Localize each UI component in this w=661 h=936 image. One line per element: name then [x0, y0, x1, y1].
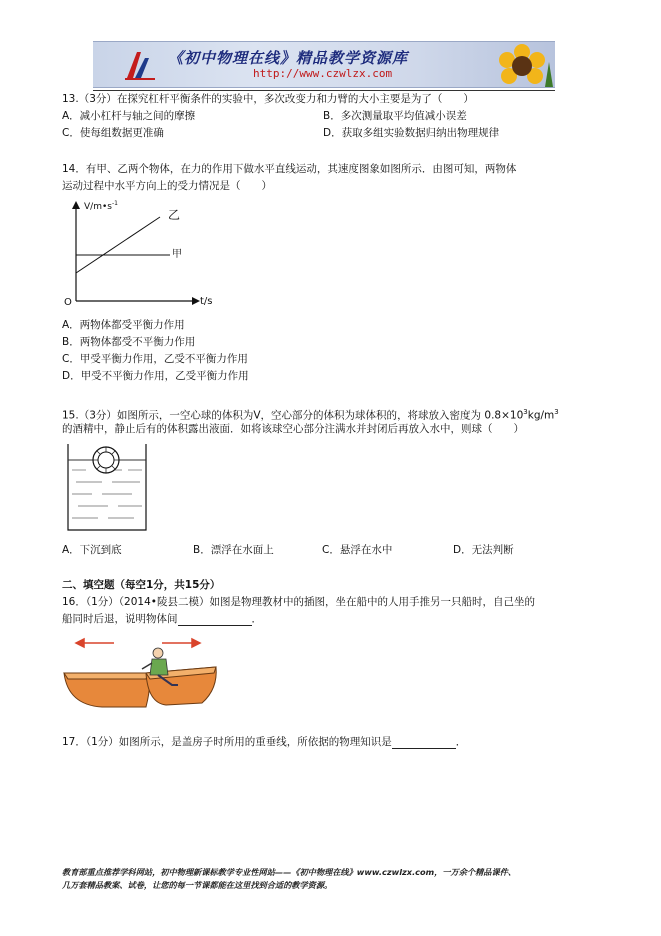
q14-option-d[interactable]: D．甲受不平衡力作用，乙受平衡力作用 [62, 370, 249, 382]
graph-origin: O [64, 297, 72, 308]
q16-line2: 船同时后退，说明物体间 ． [62, 613, 262, 625]
q13-option-d[interactable]: D．获取多组实验数据归纳出物理规律 [323, 127, 500, 139]
graph-label-jia: 甲 [172, 249, 182, 260]
q15-option-b[interactable]: B．漂浮在水面上 [193, 544, 274, 556]
q16-answer-blank[interactable] [178, 614, 252, 626]
sunflower-icon [489, 42, 555, 87]
q15-option-a[interactable]: A．下沉到底 [62, 544, 122, 556]
graph-label-yi: 乙 [168, 208, 181, 222]
q13-option-c[interactable]: C．使每组数据更准确 [62, 127, 164, 139]
q13-option-a[interactable]: A．减小杠杆与轴之间的摩擦 [62, 110, 196, 122]
q13-option-b[interactable]: B．多次测量取平均值减小误差 [323, 110, 467, 122]
q14-option-b[interactable]: B．两物体都受不平衡力作用 [62, 336, 196, 348]
y-axis-arrow [72, 201, 80, 209]
header-banner [93, 41, 555, 88]
footer-line2: 几万套精品教案、试卷，让您的每一节课都能在这里找到合适的教学资源。 [62, 880, 333, 890]
line-yi [76, 217, 160, 273]
q14-velocity-graph [62, 197, 242, 315]
banner-title: 《初中物理在线》精品教学资源库 [168, 49, 409, 67]
footer-line1: 教育部重点推荐学科网站，初中物理新课标教学专业性网站——《初中物理在线》www.czwlzx.com，一万余个精品课件、 [62, 867, 517, 877]
q15-option-d[interactable]: D．无法判断 [453, 544, 514, 556]
q13-stem: 13.（3分）在探究杠杆平衡条件的实验中，多次改变力和力臂的大小主要是为了（ ） [62, 93, 474, 105]
q14-option-c[interactable]: C．甲受平衡力作用，乙受不平衡力作用 [62, 353, 248, 365]
q15-option-c[interactable]: C．悬浮在水中 [322, 544, 393, 556]
header-rule [93, 90, 555, 91]
logo-icon [123, 48, 157, 82]
graph-y-label: $V/m•s^{-1}$ [84, 200, 118, 212]
q17-line: 17．（1分）如图所示，是盖房子时所用的重垂线，所依据的物理知识是 ． [62, 736, 467, 748]
x-axis-arrow [192, 297, 200, 305]
q15-beaker-figure [62, 440, 152, 535]
q17-answer-blank[interactable] [392, 737, 456, 749]
q16-line1: 16．（1分）（2014•陵县二模）如图是物理教材中的插图，坐在船中的人用手推另一只船时，自己坐的 [62, 596, 535, 608]
graph-x-label: t/s [200, 296, 213, 307]
q15-stem-line2: 的酒精中，静止后有的体积露出液面．如将该球空心部分注满水并封闭后再放入水中，则球（ ） [62, 423, 524, 435]
banner-url[interactable]: http://www.czwlzx.com [253, 67, 393, 80]
q15-stem-line1: 15.（3分）如图所示，一空心球的体积为V，空心部分的体积为球体积的，将球放入密度为 $0.8\times 10^3kg/m^3$ [62, 408, 559, 422]
q14-option-a[interactable]: A．两物体都受平衡力作用 [62, 319, 185, 331]
q14-stem-line2: 运动过程中水平方向上的受力情况是（ ） [62, 180, 272, 192]
section-title: 二、填空题（每空1分，共15分） [62, 579, 221, 591]
q16-boats-figure [62, 633, 220, 713]
q14-stem-line1: 14．有甲、乙两个物体，在力的作用下做水平直线运动，其速度图象如图所示．由图可知，两物体 [62, 163, 517, 175]
